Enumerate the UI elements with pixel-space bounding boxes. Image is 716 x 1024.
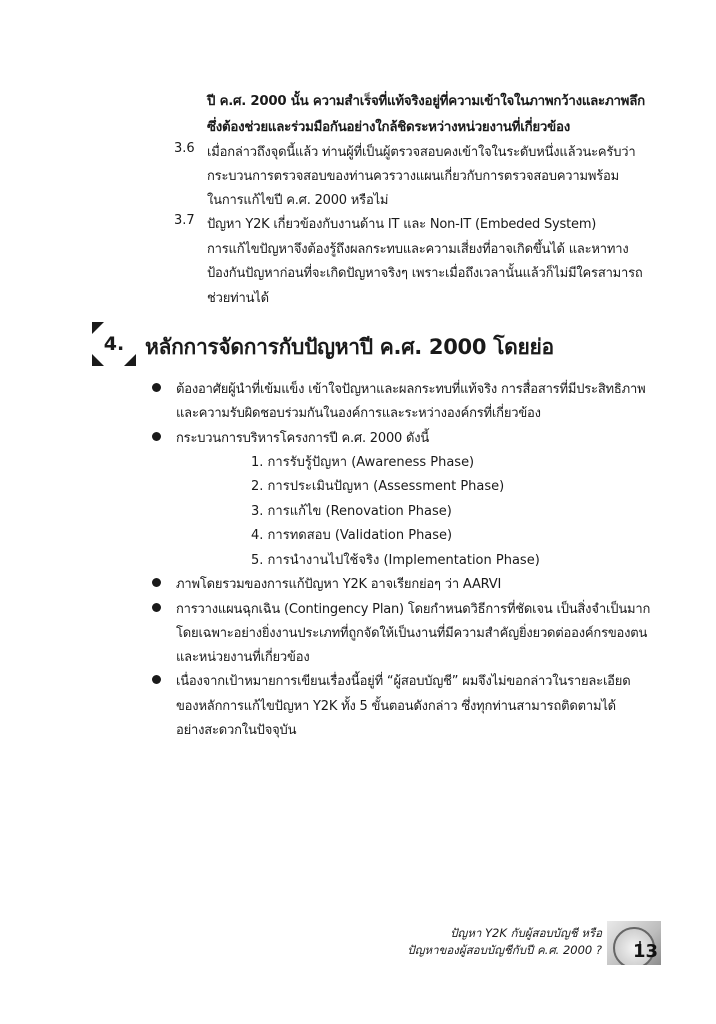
bullet-line: และความรับผิดชอบร่วมกันในองค์การและระหว่างองค์กรที่เกี่ยวข้อง	[176, 406, 541, 421]
section-number: 4.	[103, 333, 125, 355]
bullet-line: และหน่วยงานที่เกี่ยวข้อง	[176, 650, 310, 665]
bullet-line: ต้องอาศัยผู้นำที่เข้มแข็ง เข้าใจปัญหาและผลกระทบที่แท้จริง การสื่อสารที่มีประสิทธิภาพ	[176, 382, 646, 397]
bullet-dot	[152, 432, 161, 441]
bullet-dot	[152, 675, 161, 684]
page-number-badge	[607, 921, 661, 965]
phase-item: 3. การแก้ไข (Renovation Phase)	[251, 504, 452, 519]
item-line: เมื่อกล่าวถึงจุดนี้แล้ว ท่านผู้ที่เป็นผู้ตรวจสอบคงเข้าใจในระดับหนึ่งแล้วนะครับว่า	[207, 145, 636, 160]
bullet-dot	[152, 383, 161, 392]
section-number-badge	[92, 322, 136, 366]
item-line: ป้องกันปัญหาก่อนที่จะเกิดปัญหาจริงๆ เพราะเมื่อถึงเวลานั้นแล้วก็ไม่มีใครสามารถ	[207, 266, 643, 281]
bullet-dot	[152, 603, 161, 612]
bullet-dot	[152, 578, 161, 587]
item-number: 3.7	[174, 213, 195, 228]
item-line: การแก้ไขปัญหาจึงต้องรู้ถึงผลกระทบและความเสี่ยงที่อาจเกิดขึ้นได้ และหาทาง	[207, 242, 629, 257]
phase-item: 5. การนำงานไปใช้จริง (Implementation Phase)	[251, 553, 540, 568]
corner-marker	[92, 354, 104, 366]
bullet-line: โดยเฉพาะอย่างยิ่งงานประเภทที่ถูกจัดให้เป็นงานที่มีความสำคัญยิ่งยวดต่อองค์กรของตน	[176, 626, 648, 641]
section-title: หลักการจัดการกับปัญหาปี ค.ศ. 2000 โดยย่อ	[145, 335, 554, 359]
item-number: 3.6	[174, 141, 195, 156]
intro-bold-line: ปี ค.ศ. 2000 นั้น ความสำเร็จที่แท้จริงอยู่ที่ความเข้าใจในภาพกว้างและภาพลึก	[207, 94, 645, 109]
item-line: ในการแก้ไขปี ค.ศ. 2000 หรือไม่	[207, 193, 389, 208]
bullet-line: กระบวนการบริหารโครงการปี ค.ศ. 2000 ดังนี้	[176, 431, 430, 446]
item-line: ช่วยท่านได้	[207, 291, 269, 306]
phase-item: 2. การประเมินปัญหา (Assessment Phase)	[251, 479, 505, 494]
phase-item: 1. การรับรู้ปัญหา (Awareness Phase)	[251, 455, 475, 470]
phase-item: 4. การทดสอบ (Validation Phase)	[251, 528, 453, 543]
item-line: ปัญหา Y2K เกี่ยวข้องกับงานด้าน IT และ Non-IT (Embeded System)	[207, 217, 597, 232]
intro-bold-line: ซึ่งต้องช่วยและร่วมมือกันอย่างใกล้ชิดระหว่างหน่วยงานที่เกี่ยวข้อง	[207, 120, 570, 135]
footer-running-title: ปัญหาของผู้สอบบัญชีกับปี ค.ศ. 2000 ?	[407, 943, 602, 957]
bullet-line: ภาพโดยรวมของการแก้ปัญหา Y2K อาจเรียกย่อๆ ว่า AARVI	[176, 577, 502, 592]
item-line: กระบวนการตรวจสอบของท่านควรวางแผนเกี่ยวกับการตรวจสอบความพร้อม	[207, 169, 620, 184]
corner-marker	[124, 354, 136, 366]
bullet-line: เนื่องจากเป้าหมายการเขียนเรื่องนี้อยู่ที่ “ผู้สอบบัญชี” ผมจึงไม่ขอกล่าวในรายละเอียด	[176, 674, 631, 689]
page-number: 13	[632, 941, 658, 962]
bullet-line: อย่างสะดวกในปัจจุบัน	[176, 723, 297, 738]
bullet-line: ของหลักการแก้ไขปัญหา Y2K ทั้ง 5 ขั้นตอนดังกล่าว ซึ่งทุกท่านสามารถติดตามได้	[176, 699, 616, 714]
bullet-line: การวางแผนฉุกเฉิน (Contingency Plan) โดยกำหนดวิธีการที่ชัดเจน เป็นสิ่งจำเป็นมาก	[176, 602, 651, 617]
footer-running-title: ปัญหา Y2K กับผู้สอบบัญชี หรือ	[450, 926, 602, 940]
